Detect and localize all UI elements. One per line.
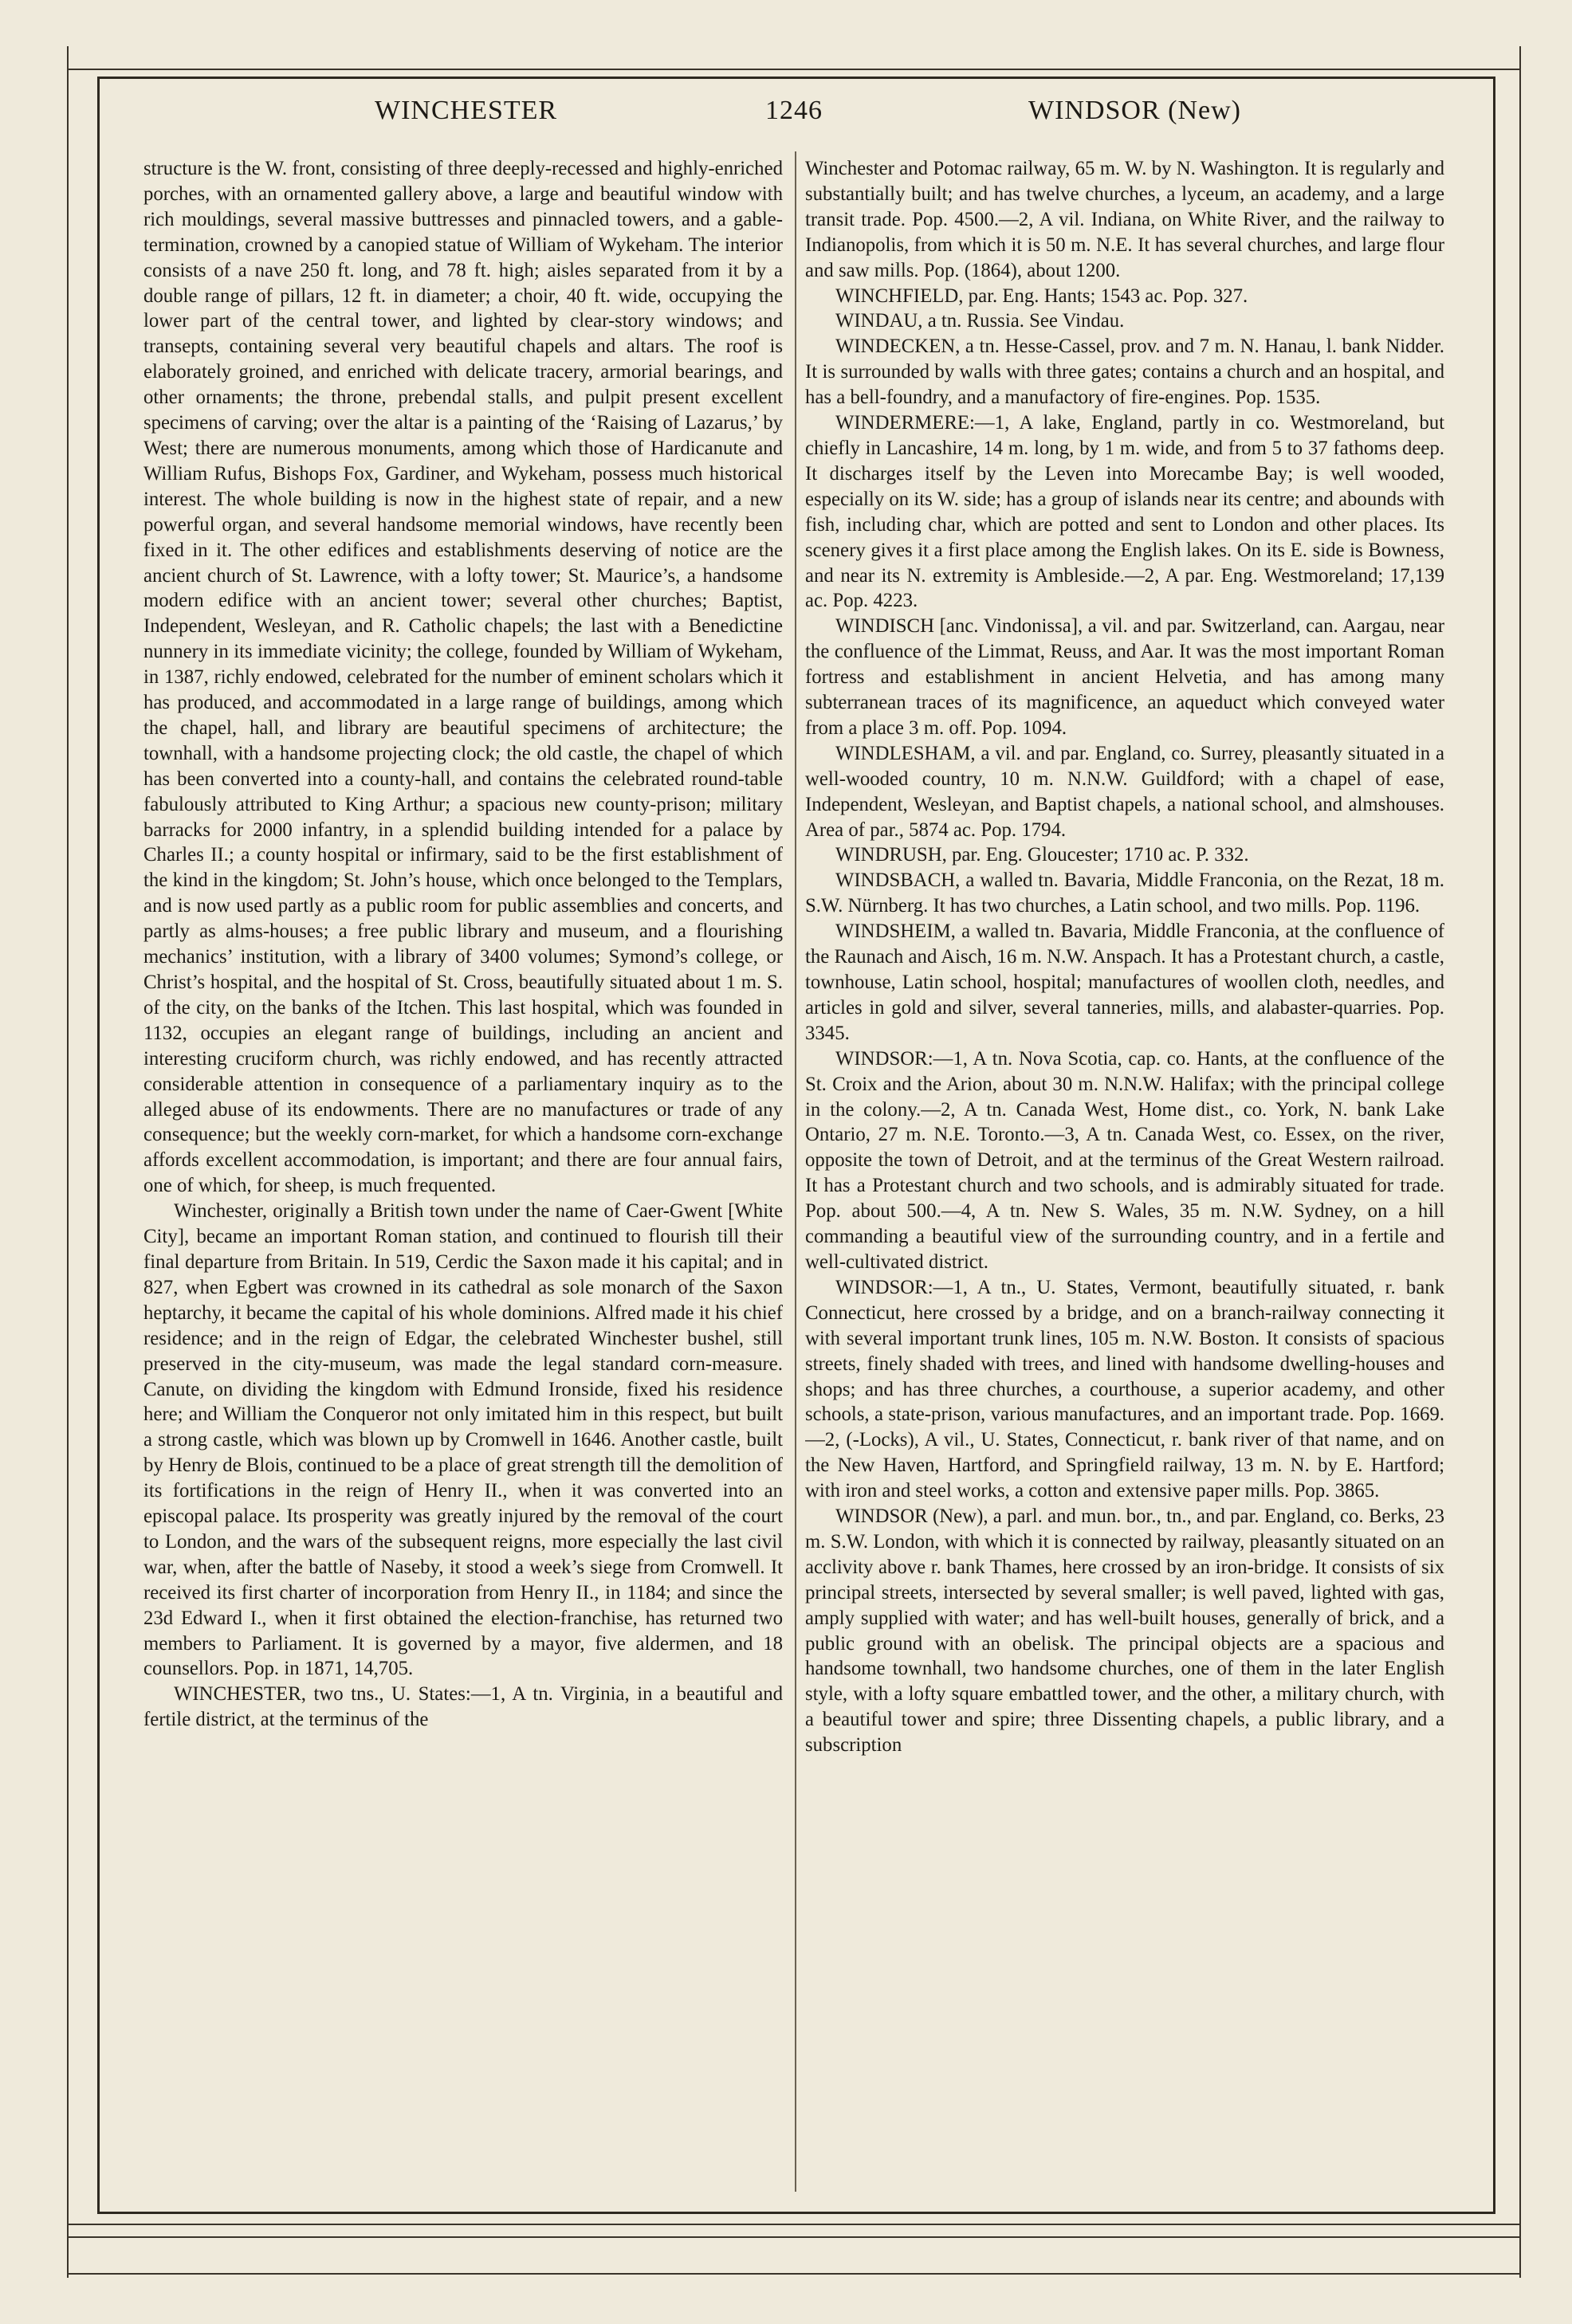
column-divider xyxy=(795,151,796,2192)
running-head-right: WINDSOR (New) xyxy=(1028,96,1242,125)
page-bottom-rule xyxy=(67,2224,1519,2225)
entry-paragraph: WINDISCH [anc. Vindonissa], a vil. and par. Switzerland, can. Aargau, near the confluence of the Limmat, Reuss, and Aar. It was the most important Roman fortress and establishment in ancient Helvetia, and has among many subterranean traces of its magnificence, an aqueduct which conveyed water from a place 3 m. off. Pop. 1094. xyxy=(805,615,1444,739)
entry-paragraph: WINDRUSH, par. Eng. Gloucester; 1710 ac. P. 332. xyxy=(835,844,1249,866)
entry-paragraph: WINDAU, a tn. Russia. See Vindau. xyxy=(835,310,1125,332)
right-column xyxy=(805,156,1444,2196)
page-bottom-rule xyxy=(67,2273,1519,2275)
entry-paragraph: Winchester and Potomac railway, 65 m. W. by N. Washington. It is regularly and substantially built; and has twelve churches, a lyceum, an academy, and a large transit trade. Pop. 4500.—2, A vil. Indiana, on White River, and the railway to Indianopolis, from which it is 50 m. N.E. It has several churches, and large flour and saw mills. Pop. (1864), about 1200. xyxy=(805,158,1444,281)
page-number: 1246 xyxy=(765,96,823,125)
entry-paragraph: WINDSOR:—1, A tn., U. States, Vermont, beautifully situated, r. bank Connecticut, here crossed by a bridge, and on a branch-railway connecting it with several important trunk lines, 105 m. N.W. Boston. It consists of spacious streets, finely shaded with trees, and lined with handsome dwelling-houses and shops; and has three churches, a courthouse, a superior academy, and other schools, a state-prison, various manufactures, and an important trade. Pop. 1669.—2, (-Locks), A vil., U. States, Connecticut, r. bank river of that name, and on the New Haven, Hartford, and Springfield railway, 13 m. N. by E. Hartford; with iron and steel works, a cotton and extensive paper mills. Pop. 3865. xyxy=(805,1276,1444,1502)
entry-paragraph: WINDSOR:—1, A tn. Nova Scotia, cap. co. Hants, at the confluence of the St. Croix and the Arion, about 30 m. N.N.W. Halifax; with the principal college in the colony.—2, A tn. Canada West, Home dist., co. York, N. bank Lake Ontario, 27 m. N.E. Toronto.—3, A tn. Canada West, co. Essex, on the river, opposite the town of Detroit, and at the terminus of the Great Western railroad. It has a Protestant church and two schools, and is admirably situated for trade. Pop. about 500.—4, A tn. New S. Wales, 35 m. N.W. Sydney, on a hill commanding a beautiful view of the surrounding country, and in a fertile and well-cultivated district. xyxy=(805,1047,1444,1273)
entry-paragraph: WINDSBACH, a walled tn. Bavaria, Middle Franconia, on the Rezat, 18 m. S.W. Nürnberg. It has two churches, a Latin school, and two mills. Pop. 1196. xyxy=(805,870,1444,917)
entry-paragraph: WINDSHEIM, a walled tn. Bavaria, Middle Franconia, at the confluence of the Raunach and Aisch, 16 m. N.W. Anspach. It has a Protestant church, a castle, townhouse, Latin school, hospital; manufactures of woollen cloth, needles, and articles in gold and silver, several tanneries, mills, and alabaster-quarries. Pop. 3345. xyxy=(805,921,1444,1044)
page-bottom-rule xyxy=(67,2236,1519,2238)
entry-paragraph: WINDERMERE:—1, A lake, England, partly in co. Westmoreland, but chiefly in Lancashire, 14 m. long, by 1 m. wide, and from 5 to 37 fathoms deep. It discharges itself by the Leven into Morecambe Bay; is well wooded, especially on its W. side; has a group of islands near its centre; and abounds with fish, including char, which are potted and sent to London and other places. Its scenery gives it a first place among the English lakes. On its E. side is Bowness, and near its N. extremity is Ambleside.—2, A par. Eng. Westmoreland; 17,139 ac. Pop. 4223. xyxy=(805,412,1444,612)
running-head-left: WINCHESTER xyxy=(375,96,558,125)
entry-paragraph: Winchester, originally a British town under the name of Caer-Gwent [White City], became an important Roman station, and continued to flourish till their final departure from Britain. In 519, Cerdic the Saxon made it his capital; and in 827, when Egbert was crowned in its cathedral as sole monarch of the Saxon heptarchy, it became the capital of his whole dominions. Alfred made it his chief residence; and in the reign of Edgar, the celebrated Winchester bushel, still preserved in the city-museum, was made the legal standard corn-measure. Canute, on dividing the kingdom with Edmund Ironside, fixed his residence here; and William the Conqueror not only imitated him in this respect, but built a strong castle, which was blown up by Cromwell in 1646. Another castle, built by Henry de Blois, continued to be a place of great strength till the demolition of its fortifications in the reign of Henry II., when it was converted into an episcopal palace. Its prosperity was greatly injured by the removal of the court to London, and the wars of the subsequent reigns, more especially the last civil war, when, after the battle of Naseby, it stood a week’s siege from Cromwell. It received its first charter of incorporation from Henry II., in 1184; and since the 23d Edward I., when it first obtained the election-franchise, has returned two members to Parliament. It is governed by a mayor, five aldermen, and 18 counsellors. Pop. in 1871, 14,705. xyxy=(143,1200,783,1680)
entry-paragraph: WINCHESTER, two tns., U. States:—1, A tn. Virginia, in a beautiful and fertile district, at the terminus of the xyxy=(143,1683,783,1731)
entry-paragraph: WINDSOR (New), a parl. and mun. bor., tn., and par. England, co. Berks, 23 m. S.W. London, with which it is connected by railway, pleasantly situated on an acclivity above r. bank Thames, here crossed by an iron-bridge. It consists of six principal streets, intersected by several smaller; is well paved, lighted with gas, amply supplied with water; and has well-built houses, generally of brick, and a public ground with an obelisk. The principal objects are a spacious and handsome townhall, two handsome churches, one of them in the later English style, with a lofty square embattled tower, and the other, a military church, with a beautiful tower and spire; three Dissenting chapels, a public library, and a subscription xyxy=(805,1505,1444,1757)
left-column xyxy=(143,156,783,2196)
page-top-rule xyxy=(67,69,1519,70)
entry-paragraph: structure is the W. front, consisting of three deeply-recessed and highly-enriched porches, with an ornamented gallery above, a large and beautiful window with rich mouldings, several massive buttresses and pinnacled towers, and a gable-termination, crowned by a canopied statue of William of Wykeham. The interior consists of a nave 250 ft. long, and 78 ft. high; aisles separated from it by a double range of pillars, 12 ft. in diameter; a choir, 40 ft. wide, occupying the lower part of the central tower, and lighted by clear-story windows; and transepts, containing several very beautiful chapels and altars. The roof is elaborately groined, and enriched with delicate tracery, armorial bearings, and other ornaments; the throne, prebendal stalls, and pulpit present excellent specimens of carving; over the altar is a painting of the ‘Raising of Lazarus,’ by West; there are numerous monuments, among which those of Hardicanute and William Rufus, Bishops Fox, Gardiner, and Wykeham, possess much historical interest. The whole building is now in the highest state of repair, and a new powerful organ, and several handsome memorial windows, have recently been fixed in it. The other edifices and establishments deserving of notice are the ancient church of St. Lawrence, with a lofty tower; St. Maurice’s, a handsome modern edifice with an ancient tower; several other churches; Baptist, Independent, Wesleyan, and R. Catholic chapels; the last with a Benedictine nunnery in its immediate vicinity; the college, founded by William of Wykeham, in 1387, richly endowed, celebrated for the number of eminent scholars which it has produced, and accommodated in a large range of buildings, among which the chapel, hall, and library are beautiful specimens of architecture; the townhall, with a handsome projecting clock; the old castle, the chapel of which has been converted into a county-hall, and contains the celebrated round-table fabulously attributed to King Arthur; a spacious new county-prison; military barracks for 2000 infantry, in a splendid building intended for a palace by Charles II.; a county hospital or infirmary, said to be the first establishment of the kind in the kingdom; St. John’s house, which once belonged to the Templars, and is now used partly as a public room for public assemblies and concerts, and partly as alms-houses; a free public library and museum, and a flourishing mechanics’ institution, with a library of 3400 volumes; Symond’s college, or Christ’s hospital, and the hospital of St. Cross, beautifully situated about 1 m. S. of the city, on the banks of the Itchen. This last hospital, which was founded in 1132, occupies an elegant range of buildings, including an ancient and interesting cruciform church, was richly endowed, and has recently attracted considerable attention in consequence of a parliamentary inquiry as to the alleged abuse of its endowments. There are no manufactures or trade of any consequence; but the weekly corn-market, for which a handsome corn-exchange affords excellent accommodation, is important; and there are four annual fairs, one of which, for sheep, is much frequented. xyxy=(143,158,783,1197)
entry-paragraph: WINCHFIELD, par. Eng. Hants; 1543 ac. Pop. 327. xyxy=(835,285,1248,307)
entry-paragraph: WINDECKEN, a tn. Hesse-Cassel, prov. and 7 m. N. Hanau, l. bank Nidder. It is surrounded by walls with three gates; contains a church and an hospital, and has a bell-foundry, and a manufactory of fire-engines. Pop. 1535. xyxy=(805,336,1444,409)
entry-paragraph: WINDLESHAM, a vil. and par. England, co. Surrey, pleasantly situated in a well-wooded country, 10 m. N.N.W. Guildford; with a chapel of ease, Independent, Wesleyan, and Baptist chapels, a national school, and almshouses. Area of par., 5874 ac. Pop. 1794. xyxy=(805,742,1444,841)
